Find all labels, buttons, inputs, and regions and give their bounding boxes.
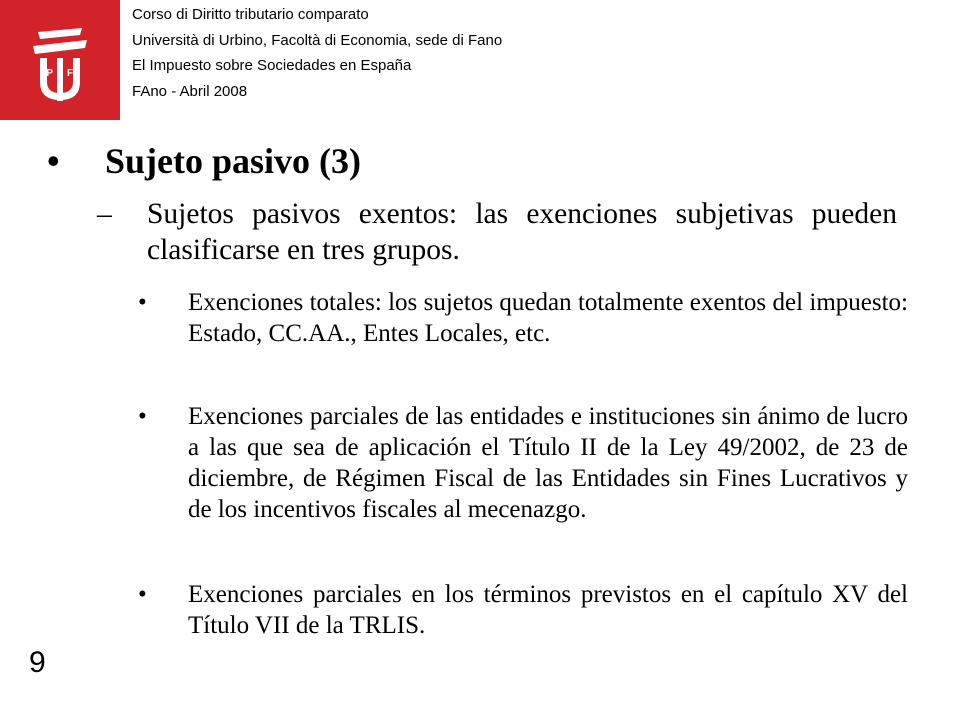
- header-university: Università di Urbino, Facoltà di Economia, sede di Fano: [132, 31, 503, 49]
- bullet-text: Exenciones parciales de las entidades e instituciones sin ánimo de lucro a las que sea de aplicación el Título II de la Ley 49/2002, de 23 de diciembre, de Régimen Fiscal de las Entidades sin Fines Lucrativos y de los incentivos fiscales al mecenazgo.: [188, 403, 908, 523]
- bullet-item-2: [138, 401, 908, 525]
- bullet-item-1: [138, 287, 908, 349]
- bullet-dot: •: [138, 403, 147, 430]
- page-number: 9: [29, 646, 46, 679]
- bullet-dot: •: [138, 581, 147, 608]
- level2-dash: –: [97, 198, 112, 230]
- header-topic: El Impuesto sobre Sociedades en España: [132, 57, 412, 74]
- title-bullet: •: [47, 141, 60, 181]
- university-logo: [0, 0, 120, 120]
- level2-item: [97, 196, 897, 268]
- bullet-item-3: [138, 579, 908, 641]
- level2-text: Sujetos pasivos exentos: las exenciones subjetivas pueden clasificarse en tres grupos.: [147, 198, 897, 266]
- university-seal-icon: [0, 0, 120, 120]
- header-course: Corso di Diritto tributario comparato: [132, 6, 369, 23]
- logo-letter-f: F: [67, 68, 74, 79]
- bullet-text: Exenciones totales: los sujetos quedan totalmente exentos del impuesto: Estado, CC.AA., Entes Locales, etc.: [188, 289, 908, 347]
- slide-title: Sujeto pasivo (3): [105, 141, 362, 181]
- header-block: [132, 2, 502, 104]
- bullet-text: Exenciones parciales en los términos previstos en el capítulo XV del Título VII de la TRLIS.: [188, 581, 908, 639]
- logo-letter-p: P: [46, 68, 53, 79]
- header-date: FAno - Abril 2008: [132, 82, 248, 100]
- slide-title-row: [47, 140, 361, 182]
- bullet-dot: •: [138, 289, 147, 316]
